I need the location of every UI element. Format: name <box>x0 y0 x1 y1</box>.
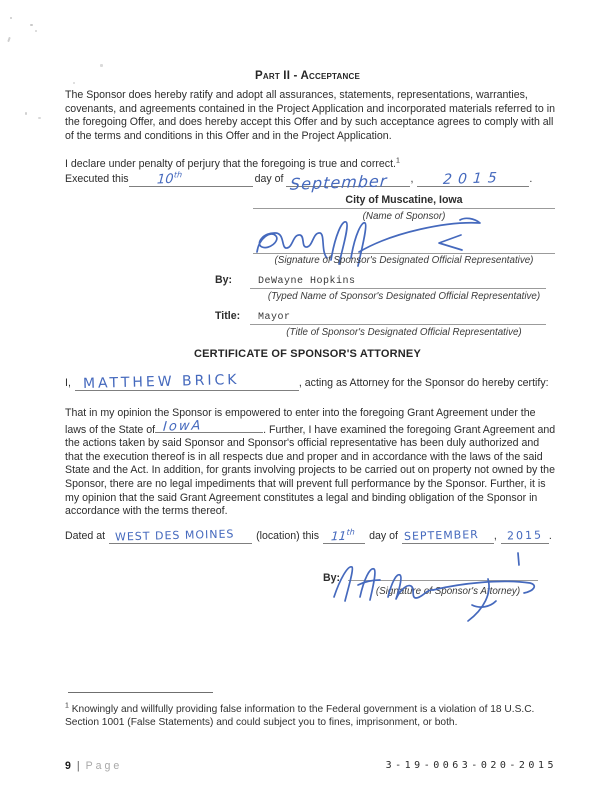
document-number: 3-19-0063-020-2015 <box>385 760 557 771</box>
sponsor-title-value: Mayor <box>258 312 291 323</box>
dated-middle: day of <box>369 530 398 543</box>
sponsor-by-label: By: <box>215 274 233 286</box>
page-word: Page <box>85 760 123 772</box>
sponsor-signature-line <box>253 224 555 254</box>
handwritten-dated-year: 2015 <box>506 528 544 543</box>
certificate-body-part1: That in my opinion the Sponsor is empowered to enter into the foregoing Grant Agreement under the laws of the State of <box>65 407 536 436</box>
perjury-declaration-text: I declare under penalty of perjury that the foregoing is true and correct. <box>65 158 396 170</box>
attorney-by-block <box>323 567 545 597</box>
footnote-text: Knowingly and willfully providing false information to the Federal government is a violation of 18 U.S.C. Section 1001 (False Statements) and could subject you to fines, imprisonment, or both. <box>65 704 535 729</box>
part2-title: Part II - Acceptance <box>255 70 360 82</box>
footnote-reference: 1 <box>395 157 400 165</box>
scan-speck <box>73 82 75 84</box>
attorney-name-line <box>65 372 557 393</box>
scan-speck <box>25 112 27 115</box>
executed-year-blank <box>417 170 529 189</box>
scan-speck <box>7 37 11 42</box>
dated-day-blank <box>323 527 365 544</box>
footnote-separator <box>68 692 213 693</box>
handwritten-year: 2015 <box>442 170 504 189</box>
sponsor-name-caption: (Name of Sponsor) <box>362 211 446 222</box>
attorney-intro-prefix: I, <box>65 377 71 390</box>
page-indicator <box>65 760 122 772</box>
state-blank <box>155 418 263 435</box>
sponsor-typed-name-caption: (Typed Name of Sponsor's Designated Official Representative) <box>267 291 541 302</box>
executed-date-line <box>65 170 557 195</box>
attorney-name-blank <box>75 372 299 393</box>
certificate-body-paragraph <box>65 407 557 519</box>
sponsor-signature-caption: (Signature of Sponsor's Designated Official Representative) <box>274 255 534 266</box>
scan-speck <box>38 117 41 119</box>
scan-speck <box>30 24 33 26</box>
handwritten-dated-day: 11th <box>330 527 356 544</box>
footnote-number: 1 <box>65 702 69 710</box>
dated-prefix: Dated at <box>65 530 106 543</box>
scan-speck <box>35 30 37 32</box>
sponsor-typed-name-line <box>250 274 546 289</box>
sponsor-title-caption: (Title of Sponsor's Designated Official Representative) <box>286 327 522 338</box>
executed-comma: , <box>410 173 414 186</box>
handwritten-location: WEST DES MOINES <box>114 527 235 544</box>
executed-month-blank <box>286 171 410 195</box>
footnote <box>65 703 557 730</box>
attorney-intro-suffix: , acting as Attorney for the Sponsor do hereby certify: <box>298 377 549 390</box>
executed-middle: day of <box>254 173 284 186</box>
page-number: 9 <box>65 760 71 772</box>
handwritten-day: 10th <box>156 170 183 188</box>
attorney-by-label: By: <box>323 572 341 584</box>
handwritten-state: IowA <box>162 418 203 435</box>
dated-comma: , <box>493 530 497 543</box>
dated-year-blank <box>501 530 549 544</box>
sponsor-title-line <box>250 310 546 325</box>
sponsor-signature-block <box>215 194 556 346</box>
handwritten-dated-month: SEPTEMBER <box>403 528 479 544</box>
dated-period: . <box>548 530 552 543</box>
attorney-signature-line <box>348 567 538 581</box>
perjury-declaration <box>65 158 557 172</box>
sponsor-name-value: City of Muscatine, Iowa <box>253 194 555 209</box>
handwritten-attorney-name: MATTHEW BRICK <box>82 372 240 393</box>
certificate-title: CERTIFICATE OF SPONSOR'S ATTORNEY <box>194 348 421 360</box>
page-divider: | <box>76 760 80 772</box>
handwritten-month: September <box>289 171 389 195</box>
dated-line <box>65 527 557 544</box>
dated-location-label: (location) this <box>256 530 320 543</box>
scan-speck <box>100 64 103 67</box>
sponsor-title-label: Title: <box>215 310 241 322</box>
sponsor-typed-name-value: DeWayne Hopkins <box>258 276 356 287</box>
executed-day-blank <box>129 170 253 188</box>
executed-period: . <box>529 173 533 186</box>
acceptance-intro-paragraph: The Sponsor does hereby ratify and adopt all assurances, statements, representations, warranties, covenants, and agreements contained in the Project Application and incorporated materials referred to in the foregoing Offer, and does hereby accept this Offer and by such acceptance agrees to comply with all of the terms and conditions in this Offer and in the Project Application. <box>65 89 555 142</box>
page-footer <box>65 760 557 772</box>
scan-speck <box>10 17 12 19</box>
executed-prefix: Executed this <box>65 173 129 186</box>
certificate-body-part2: . Further, I have examined the foregoing Grant Agreement and the actions taken by said Sponsor and Sponsor's official representative has been duly authorized and that the execution thereof is in all respects due and proper and in accordance with the laws of the said State and the Act. In addition, for grants involving projects to be carried out on property not owned by the Sponsor, there are no legal impediments that will prevent full performance by the Sponsor. Further, it is my opinion that the said Grant Agreement constitutes a legal and binding obligation of the Sponsor in accordance with the terms thereof. <box>65 423 556 518</box>
dated-location-blank <box>109 527 252 544</box>
dated-month-blank <box>402 530 494 544</box>
attorney-signature-caption: (Signature of Sponsor's Attorney) <box>375 586 521 597</box>
